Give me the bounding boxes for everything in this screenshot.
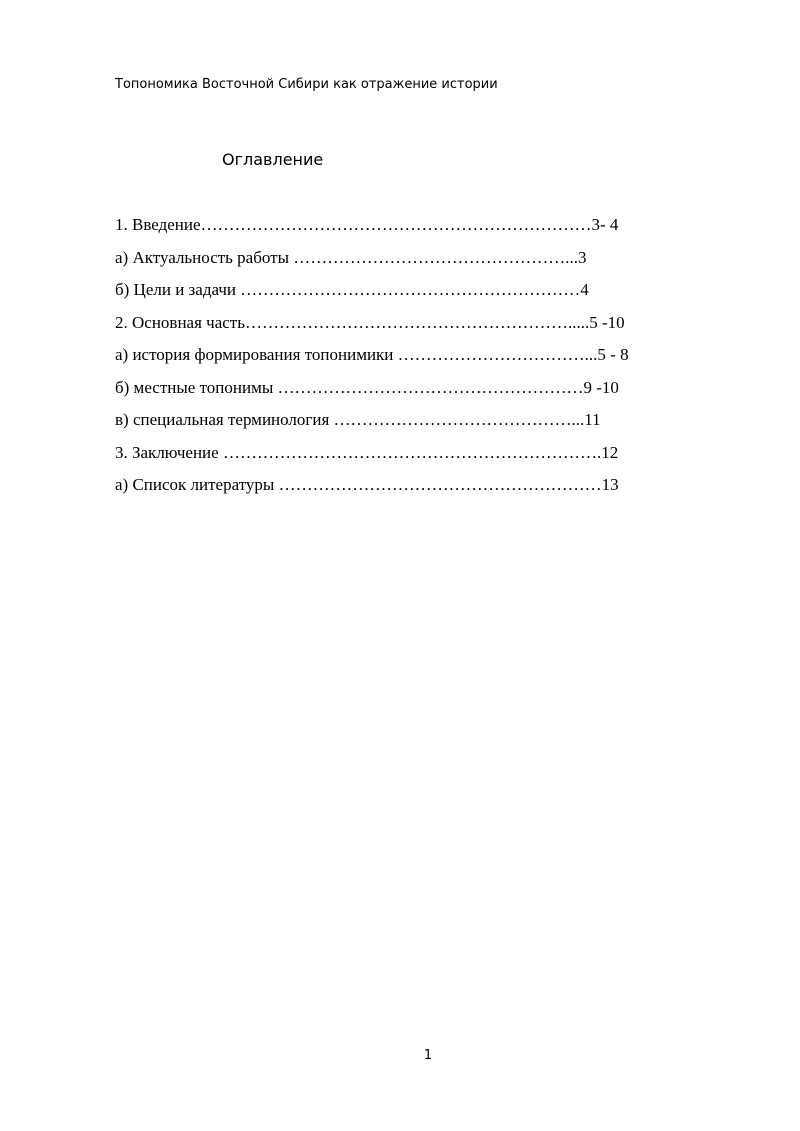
page-number: 1 — [423, 1048, 433, 1063]
toc-title: Оглавление — [222, 150, 324, 169]
toc-entry-local-toponyms: б) местные топонимы ………………………………………………9 -10 — [115, 377, 619, 397]
toc-entry-introduction: 1. Введение……………………………………………………………3- 4 — [115, 215, 619, 234]
toc-entry-relevance: а) Актуальность работы …………………………………………...3 — [115, 247, 587, 267]
toc-entry-terminology: в) специальная терминология ……………………………………...11 — [115, 410, 601, 429]
table-of-contents — [115, 213, 629, 506]
running-header: Топономика Восточной Сибири как отражение истории — [115, 77, 498, 92]
toc-entry-history: а) история формирования топонимики ……………………………...5 - 8 — [115, 345, 629, 364]
toc-entry-goals: б) Цели и задачи ……………………………………………………4 — [115, 280, 589, 299]
toc-entry-main-part: 2. Основная часть………………………………………………….....5 -10 — [115, 312, 625, 332]
toc-entry-references: а) Список литературы …………………………………………………13 — [115, 475, 619, 494]
toc-entry-conclusion: 3. Заключение ………………………………………………………….12 — [115, 442, 619, 462]
